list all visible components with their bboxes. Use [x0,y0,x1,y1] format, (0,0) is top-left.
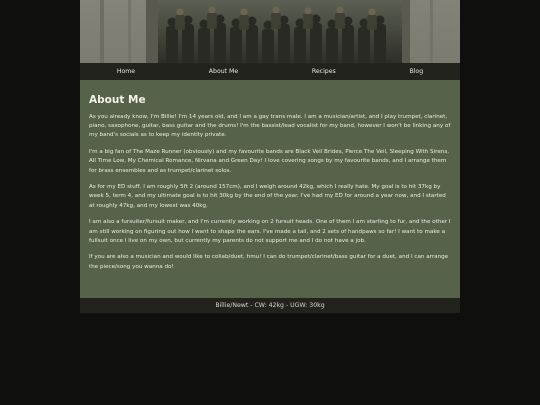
nav-recipes[interactable]: Recipes [311,68,336,75]
about-paragraph-music: I'm a big fan of The Maze Runner (obviously) and my favourite bands are Black Veil Brides, Pierce The Veil, Sleeping With Sirens, All Time Low, My Chemical Romance, Nirvana and Green Day! I love covering songs by my favourite bands, and I arrange them for brass ensembles and as trumpet/clarinet solos. [89,149,450,174]
main-nav [80,63,460,80]
footer-text: Billie/Newt - CW: 42kg - UGW: 30kg [215,302,325,309]
about-paragraph-collab: If you are also a musician and would like to collab/duet, hmu! I can do trumpet/clarinet/bass guitar for a duet, and I can arrange the piece/song you wanna do! [89,254,449,270]
nav-about-me[interactable]: About Me [208,68,239,75]
about-paragraph-intro: As you already know, I'm Billie! I'm 14 years old, and I am a gay trans male. I am a musician/artist, and I play trumpet, clarinet, piano, saxophone, guitar, bass guitar and the drums! I'm the bassist/lead vocalist for my band, however I won't be linking any of my band's socials as to keep my identity private. [89,114,451,139]
page-title: About Me [89,94,146,106]
header-banner-image [80,0,460,63]
nav-blog[interactable]: Blog [409,68,424,75]
footer [80,298,460,313]
about-paragraph-fursuit: I am also a fursuiter/fursuit maker, and I'm currently working on 2 fursuit heads. One of them I am starting to fur, and the other I am still working on figuring out how I want to shape the ears. I've made a tail, and 2 sets of handpaws so far! I want to make a fullsuit once I live on my own, but currently my parents do not support me and I do not have a job. [89,219,451,244]
about-paragraph-ed: As for my ED stuff, I am roughly 5ft 2 (around 157cm), and I weigh around 42kg, which I really hate. My goal is to hit 37kg by week 5, term 4, and my ultimate goal is to hit 30kg by the end of the year. I've had my ED for around a year now, and I started at roughly 47kg, and my lowest was 40kg. [89,184,446,209]
about-section [80,80,460,298]
crowd-photo [80,0,460,63]
nav-home[interactable]: Home [116,68,136,75]
site-container [80,0,460,313]
